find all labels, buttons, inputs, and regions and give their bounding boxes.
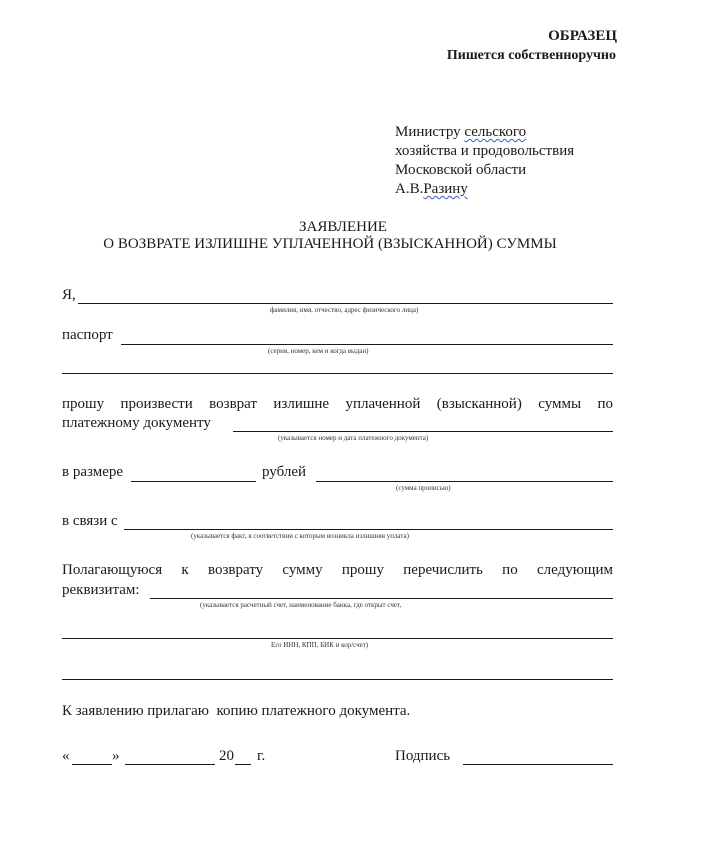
- date-year-field[interactable]: [235, 764, 251, 765]
- reason-field[interactable]: [124, 529, 613, 530]
- payment-document-label: платежному документу: [62, 415, 211, 431]
- date-quote-close: »: [112, 748, 120, 764]
- handwritten-note: Пишется собственноручно: [446, 48, 616, 63]
- attachment-note: К заявлению прилагаю копию платежного документа.: [62, 703, 411, 719]
- requisites-label: реквизитам:: [62, 582, 140, 598]
- amount-in-words-field[interactable]: [316, 481, 613, 482]
- signature-field[interactable]: [463, 764, 613, 765]
- applicant-caption: фамилия, имя, отчество, адрес физического лица): [270, 306, 419, 314]
- rubles-label: рублей: [262, 464, 307, 480]
- document-subtitle: О ВОЗВРАТЕ ИЗЛИШНЕ УПЛАЧЕННОЙ (ВЗЫСКАННОЙ) СУММЫ: [103, 236, 557, 252]
- applicant-name-field[interactable]: [78, 303, 613, 304]
- date-quote-open: «: [62, 748, 70, 764]
- date-day-field[interactable]: [72, 764, 112, 765]
- refund-request-text: прошу произвести возврат излишне уплаченной (взысканной) суммы по: [62, 396, 613, 412]
- extra-requisites-field[interactable]: [62, 679, 613, 680]
- requisites-caption: (указывается расчетный счет, наименование банка, где открыт счет,: [200, 601, 402, 609]
- bank-codes-caption: Его ИНН, КПП, БИК и кор/счет): [271, 641, 369, 649]
- payment-document-caption: (указывается номер и дата платежного документа): [278, 434, 429, 442]
- document-title: ЗАЯВЛЕНИЕ: [299, 219, 387, 235]
- passport-caption: (серия, номер, кем и когда выдан): [268, 347, 369, 355]
- passport-label: паспорт: [62, 327, 113, 343]
- passport-continuation-field[interactable]: [62, 373, 613, 374]
- addressee-line-2: хозяйства и продовольствия: [395, 143, 575, 159]
- amount-in-words-caption: (сумма прописью): [396, 484, 451, 492]
- amount-field[interactable]: [131, 481, 256, 482]
- reason-label: в связи с: [62, 513, 118, 529]
- addressee-line-1: Министру сельского: [395, 124, 527, 140]
- passport-field[interactable]: [121, 344, 613, 345]
- addressee-block: [395, 123, 574, 199]
- sample-label: ОБРАЗЕЦ: [548, 28, 617, 44]
- addressee-line-3: Московской области: [395, 162, 527, 178]
- amount-label: в размере: [62, 464, 124, 480]
- payment-document-field[interactable]: [233, 431, 613, 432]
- date-year-prefix: 20: [219, 748, 234, 764]
- reason-caption: (указывается факт, в соответствии с которым возникла излишняя уплата): [191, 532, 409, 540]
- requisites-field[interactable]: [150, 598, 613, 599]
- date-month-field[interactable]: [125, 764, 215, 765]
- addressee-line-4: А.В.Разину: [395, 181, 468, 197]
- transfer-request-text: Полагающуюся к возврату сумму прошу перечислить по следующим: [62, 562, 613, 578]
- bank-codes-field[interactable]: [62, 638, 613, 639]
- applicant-label: Я,: [62, 287, 76, 303]
- signature-label: Подпись: [395, 748, 451, 764]
- date-year-suffix: г.: [257, 748, 266, 764]
